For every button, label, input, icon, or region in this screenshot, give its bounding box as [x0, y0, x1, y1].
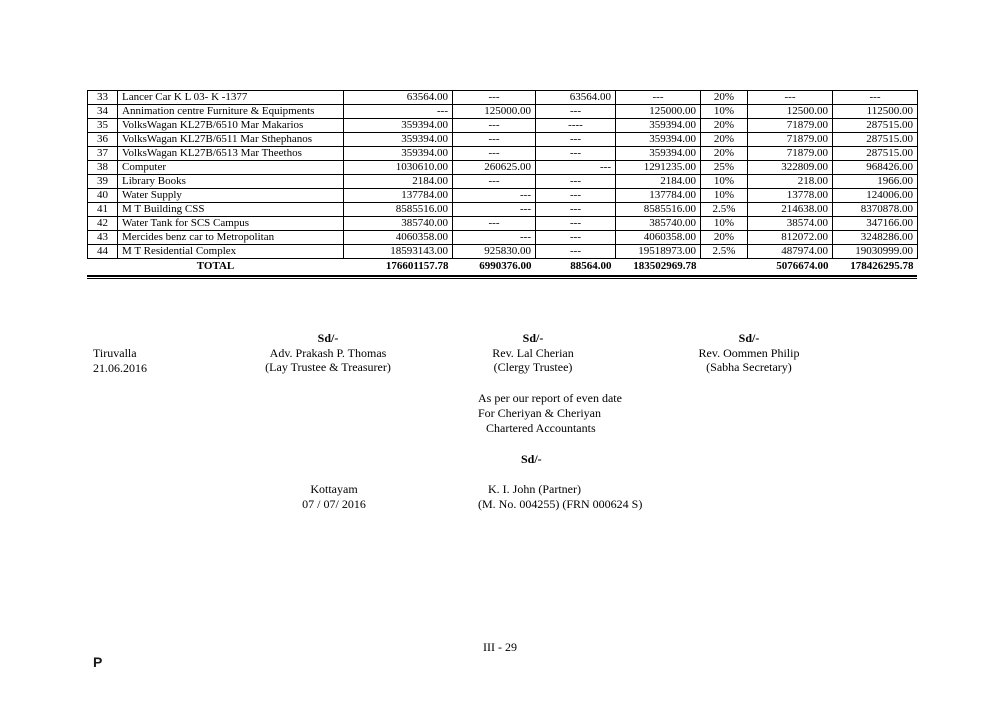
cell-row-number: 43	[88, 231, 118, 245]
cell-value: 385740.00	[344, 217, 453, 231]
cell-value: ---	[453, 189, 536, 203]
date: 07 / 07/ 2016	[302, 497, 366, 511]
signature-sabha-secretary	[699, 331, 800, 375]
cell-value: ---	[453, 147, 536, 161]
cell-value: 8585516.00	[344, 203, 453, 217]
total-depreciation: 5076674.00	[776, 260, 829, 272]
partner-registration: (M. No. 004255) (FRN 000624 S)	[478, 497, 643, 511]
table-row	[88, 189, 918, 203]
table-row	[88, 231, 918, 245]
cell-value: 20%	[701, 133, 748, 147]
depreciation-table	[87, 90, 918, 274]
total-label: TOTAL	[196, 260, 235, 272]
cell-value: 487974.00	[748, 245, 833, 259]
cell-value: 1966.00	[833, 175, 918, 189]
cell-row-number: 38	[88, 161, 118, 175]
table-row	[88, 245, 918, 259]
cell-value: ---	[453, 217, 536, 231]
cell-value: 218.00	[748, 175, 833, 189]
cell-value: 3248286.00	[833, 231, 918, 245]
signatory-name: Rev. Lal Cherian	[492, 345, 574, 360]
cell-value: ---	[833, 91, 918, 105]
place-date-tiruvalla	[93, 346, 147, 375]
place-date-kottayam	[302, 482, 366, 512]
cell-value: 1030610.00	[344, 161, 453, 175]
auditor-sd-label: Sd/-	[521, 452, 542, 466]
cell-value: 359394.00	[344, 133, 453, 147]
cell-value: 20%	[701, 147, 748, 161]
cell-value: 8370878.00	[833, 203, 918, 217]
cell-value: ---	[453, 119, 536, 133]
cell-value: 260625.00	[453, 161, 536, 175]
cell-row-number: 42	[88, 217, 118, 231]
signatory-title: (Clergy Trustee)	[493, 360, 573, 374]
signature-lay-trustee	[265, 331, 391, 375]
cell-row-number: 33	[88, 91, 118, 105]
total-additions: 6990376.00	[479, 260, 532, 272]
cell-value: 359394.00	[616, 119, 701, 133]
page-number: III - 29	[483, 640, 517, 654]
cell-value: 71879.00	[748, 147, 833, 161]
total-wdv: 178426295.78	[850, 260, 914, 272]
cell-description: M T Building CSS	[118, 203, 344, 217]
total-deductions: 88564.00	[570, 260, 612, 272]
cell-value: 1291235.00	[616, 161, 701, 175]
cell-value: 19030999.00	[833, 245, 918, 259]
cell-value: ---	[536, 203, 616, 217]
cell-description: VolksWagan KL27B/6513 Mar Theethos	[118, 147, 344, 161]
cell-value: ---	[748, 91, 833, 105]
cell-value: 4060358.00	[616, 231, 701, 245]
table-row	[88, 161, 918, 175]
cell-value: 38574.00	[748, 217, 833, 231]
cell-value: 20%	[701, 119, 748, 133]
place: Kottayam	[310, 482, 358, 496]
cell-value: 124006.00	[833, 189, 918, 203]
cell-value: ---	[616, 91, 701, 105]
cell-description: VolksWagan KL27B/6511 Mar Sthephanos	[118, 133, 344, 147]
signatory-title: (Lay Trustee & Treasurer)	[265, 360, 391, 374]
cell-value: 287515.00	[833, 147, 918, 161]
cell-description: Mercides benz car to Metropolitan	[118, 231, 344, 245]
cell-value: 322809.00	[748, 161, 833, 175]
table-body	[88, 91, 918, 259]
cell-value: 112500.00	[833, 105, 918, 119]
cell-value: 71879.00	[748, 133, 833, 147]
cell-value: ---	[453, 203, 536, 217]
cell-value: 63564.00	[536, 91, 616, 105]
total-row	[88, 259, 918, 275]
cell-value: 10%	[701, 105, 748, 119]
table-row	[88, 175, 918, 189]
cell-value: 2.5%	[701, 245, 748, 259]
cell-value: 2184.00	[344, 175, 453, 189]
cell-value: ---	[536, 217, 616, 231]
cell-value: ---	[536, 161, 616, 175]
cell-value: 20%	[701, 91, 748, 105]
table-row	[88, 133, 918, 147]
date: 21.06.2016	[93, 360, 147, 375]
cell-value: ---	[453, 133, 536, 147]
cell-value: 13778.00	[748, 189, 833, 203]
cell-value: 925830.00	[453, 245, 536, 259]
partner-name: K. I. John (Partner)	[488, 482, 581, 496]
cell-row-number: 37	[88, 147, 118, 161]
cell-value: ---	[536, 175, 616, 189]
cell-value: 63564.00	[344, 91, 453, 105]
total-gross: 183502969.78	[633, 260, 697, 272]
auditor-statement	[478, 391, 622, 436]
cell-value: 10%	[701, 217, 748, 231]
cell-row-number: 40	[88, 189, 118, 203]
cell-value: 359394.00	[344, 119, 453, 133]
cell-value: 10%	[701, 175, 748, 189]
cell-value: 287515.00	[833, 133, 918, 147]
cell-value: ----	[536, 119, 616, 133]
report-line: As per our report of even date	[478, 391, 622, 405]
cell-value: 2184.00	[616, 175, 701, 189]
cell-description: Lancer Car K L 03- K -1377	[118, 91, 344, 105]
cell-value: ---	[536, 105, 616, 119]
total-double-rule	[87, 275, 917, 279]
cell-description: Water Tank for SCS Campus	[118, 217, 344, 231]
cell-value: 137784.00	[616, 189, 701, 203]
cell-value: ---	[536, 189, 616, 203]
cell-value: ---	[536, 133, 616, 147]
sd-label: Sd/-	[522, 331, 544, 345]
cell-row-number: 34	[88, 105, 118, 119]
cell-value: ---	[453, 175, 536, 189]
table-row	[88, 217, 918, 231]
cell-value: ---	[453, 91, 536, 105]
cell-value: 359394.00	[344, 147, 453, 161]
cell-description: Water Supply	[118, 189, 344, 203]
cell-value: 137784.00	[344, 189, 453, 203]
signatory-title: (Sabha Secretary)	[706, 360, 792, 374]
sd-label: Sd/-	[738, 331, 760, 345]
cell-row-number: 36	[88, 133, 118, 147]
cell-value: 25%	[701, 161, 748, 175]
partner-signature	[478, 482, 642, 512]
cell-value: ---	[536, 147, 616, 161]
cell-value: ---	[344, 105, 453, 119]
cell-value: 385740.00	[616, 217, 701, 231]
cell-value: 812072.00	[748, 231, 833, 245]
cell-row-number: 35	[88, 119, 118, 133]
signatory-name: Adv. Prakash P. Thomas	[269, 345, 387, 360]
cell-description: Annimation centre Furniture & Equipments	[118, 105, 344, 119]
cell-value: 968426.00	[833, 161, 918, 175]
table-row	[88, 203, 918, 217]
cell-value: ---	[453, 231, 536, 245]
firm-name: For Cheriyan & Cheriyan	[478, 406, 601, 420]
cell-description: VolksWagan KL27B/6510 Mar Makarios	[118, 119, 344, 133]
cell-value: 19518973.00	[616, 245, 701, 259]
cell-value: 214638.00	[748, 203, 833, 217]
table-row	[88, 91, 918, 105]
cell-value: 4060358.00	[344, 231, 453, 245]
cell-row-number: 41	[88, 203, 118, 217]
cell-value: 12500.00	[748, 105, 833, 119]
table-row	[88, 119, 918, 133]
cell-value: 125000.00	[616, 105, 701, 119]
cell-description: Computer	[118, 161, 344, 175]
cell-value: 18593143.00	[344, 245, 453, 259]
cell-description: Library Books	[118, 175, 344, 189]
signatory-name: Rev. Oommen Philip	[698, 345, 800, 360]
sd-label: Sd/-	[317, 331, 339, 345]
signature-clergy-trustee	[492, 331, 574, 375]
cell-value: 20%	[701, 231, 748, 245]
total-cost: 176601157.78	[385, 260, 449, 272]
firm-designation: Chartered Accountants	[486, 421, 596, 435]
cell-value: 359394.00	[616, 133, 701, 147]
stray-mark: P	[93, 654, 103, 670]
cell-value: 359394.00	[616, 147, 701, 161]
cell-value: 8585516.00	[616, 203, 701, 217]
cell-value: 287515.00	[833, 119, 918, 133]
depreciation-schedule	[87, 90, 917, 279]
cell-value: 347166.00	[833, 217, 918, 231]
cell-row-number: 44	[88, 245, 118, 259]
cell-value: ---	[536, 245, 616, 259]
total-rate	[701, 259, 748, 275]
table-row	[88, 105, 918, 119]
cell-row-number: 39	[88, 175, 118, 189]
cell-description: M T Residential Complex	[118, 245, 344, 259]
cell-value: 10%	[701, 189, 748, 203]
table-row	[88, 147, 918, 161]
cell-value: ---	[536, 231, 616, 245]
place: Tiruvalla	[93, 346, 137, 360]
cell-value: 125000.00	[453, 105, 536, 119]
cell-value: 2.5%	[701, 203, 748, 217]
cell-value: 71879.00	[748, 119, 833, 133]
